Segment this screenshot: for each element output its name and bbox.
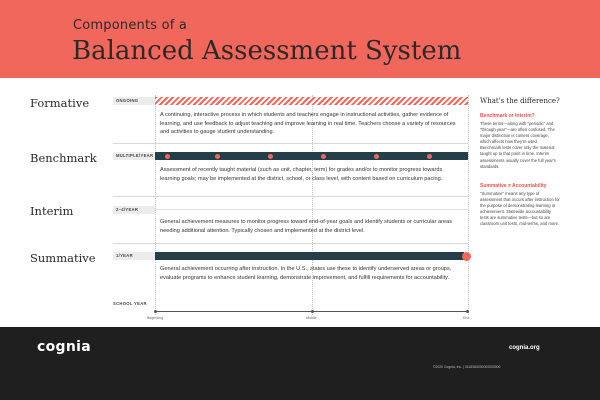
benchmark-dot	[215, 154, 220, 159]
sidebar-heading-benchmark-interim: Benchmark or Interim?	[480, 113, 535, 119]
row-label-summative: Summative	[30, 251, 96, 265]
benchmark-dot	[165, 154, 170, 159]
row-label-formative: Formative	[30, 96, 90, 110]
timeline-bar-formative	[155, 97, 468, 105]
axis-tick	[466, 310, 469, 313]
timeline-bar-summative	[155, 252, 464, 260]
axis-tick	[154, 310, 157, 313]
header-banner	[0, 0, 600, 78]
frequency-tag-benchmark: MULTIPLE/YEAR	[113, 152, 155, 160]
description-summative: General achievement occurring after instruction. In the U.S., states use these to identify underserved areas or groups, evaluate programs to enhance student learning, demonstrate improvement, and fulfill requirements for accountability.	[160, 266, 452, 281]
benchmark-dot	[427, 154, 432, 159]
frequency-tag-formative: ONGOING	[113, 97, 155, 105]
row-divider	[113, 143, 468, 144]
timeline-guide-end	[468, 95, 469, 315]
row-label-benchmark: Benchmark	[30, 151, 97, 165]
legal-text: ©2020 Cognia, Inc. | 0118384030000000000	[433, 365, 501, 369]
row-divider	[113, 196, 468, 197]
sidebar-body-summative-accountability: "Summative" means any type of assessment that occurs after instruction for the purpose of demonstrating learning or achievement. Statewide accountability tests are summative tests—but so are classroom unit tests, mid-terms, and more.	[480, 191, 560, 227]
poster-subtitle: Components of a	[73, 18, 188, 33]
benchmark-dot	[321, 154, 326, 159]
interim-track	[155, 209, 468, 210]
frequency-tag-summative: 1/YEAR	[113, 252, 155, 260]
website-link[interactable]: cognia.org	[509, 345, 540, 351]
benchmark-dot	[374, 154, 379, 159]
timeline-guide-beginning	[155, 95, 156, 315]
row-label-interim: Interim	[30, 204, 74, 218]
benchmark-dot	[268, 154, 273, 159]
sidebar-body-benchmark-interim: These terms—along with "periodic" and "through year"—are often confused. The major distinction is content coverage, which affects how they're used. Benchmark tests cover only the material taught up to that point in time. Interim assessments usually cover the full year's standards.	[480, 121, 556, 169]
sidebar-heading-summative-accountability: Summative ≠ Accountability	[480, 183, 547, 189]
frequency-tag-interim: 2–4/YEAR	[113, 206, 155, 214]
timeline-bar-benchmark	[155, 152, 468, 160]
axis-tick	[311, 310, 314, 313]
description-benchmark: Assessment of recently taught material (such as unit, chapter, term) for grades and/or to monitor progress towards learning goals; may be implemented at the district, school, or class level, with content based on curriculum pacing.	[160, 167, 443, 182]
description-formative: A continuing, interactive process in which students and teachers engage in instructional activities, gather evidence of learning, and use feedback to adjust teaching and improve learning in real time. Teachers choose a variety of resources and activities to gauge student understanding.	[160, 112, 456, 136]
poster-title: Balanced Assessment System	[72, 36, 462, 66]
summative-end-dot	[462, 252, 471, 261]
axis-tick-label-middle: Middle	[306, 316, 317, 320]
axis-tick-label-end: End	[463, 316, 470, 320]
cognia-logo: cognia	[37, 339, 91, 355]
footer	[0, 327, 600, 400]
sidebar-question: What's the difference?	[480, 97, 560, 105]
school-year-label: SCHOOL YEAR	[113, 301, 147, 306]
description-interim: General achievement measures to monitor progress toward end-of-year goals and identify students or curricular areas needing additional attention. Typically chosen and implemented at the district level.	[160, 219, 452, 234]
row-divider	[113, 243, 468, 244]
axis-tick-label-beginning: Beginning	[147, 316, 163, 320]
